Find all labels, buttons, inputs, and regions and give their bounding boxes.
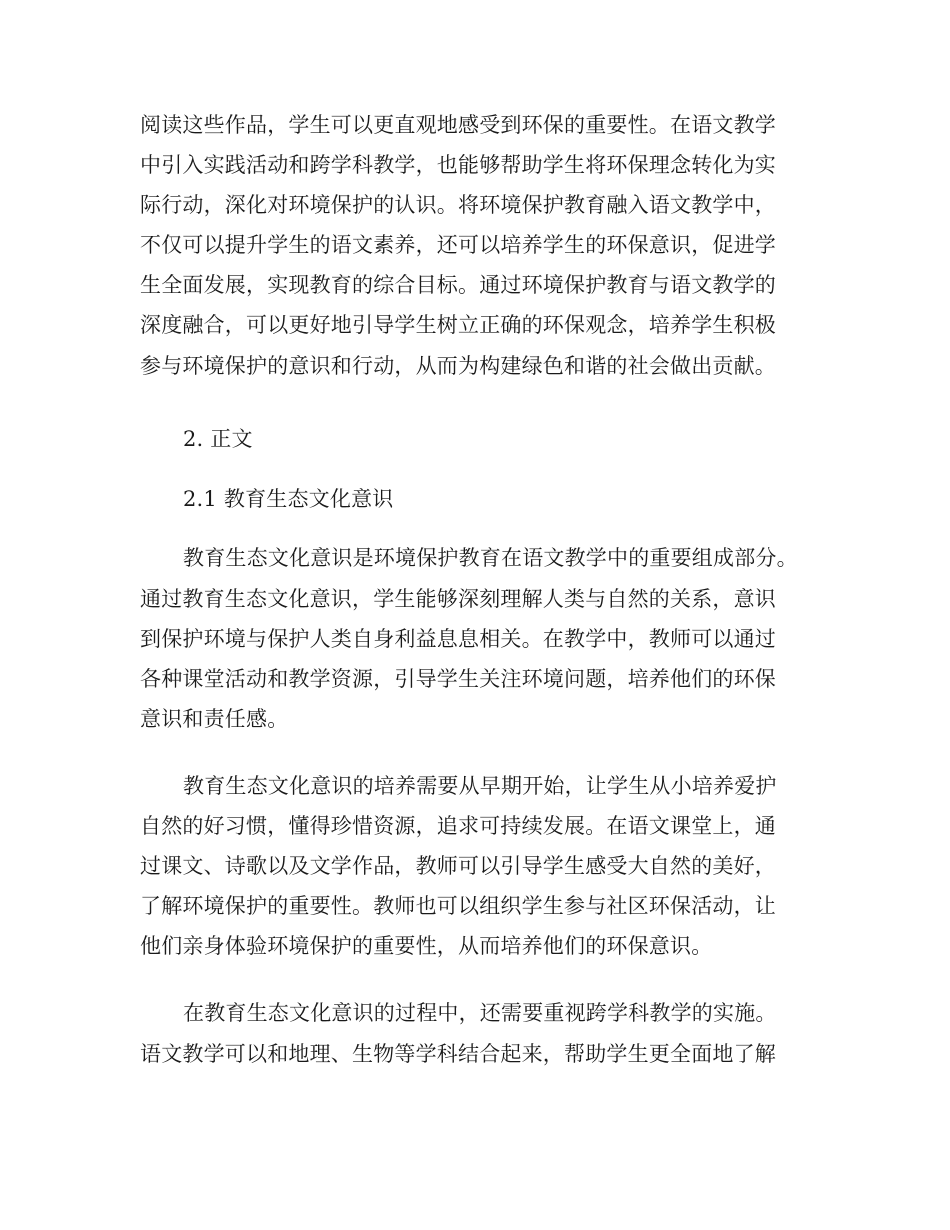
section-heading: 2. 正文 [183,427,253,451]
text-line: 中引入实践活动和跨学科教学，也能够帮助学生将环保理念转化为实 [140,153,776,177]
text-line: 参与环境保护的意识和行动，从而为构建绿色和谐的社会做出贡献。 [140,354,776,378]
text-line: 在教育生态文化意识的过程中，还需要重视跨学科教学的实施。 [183,1001,777,1025]
text-line: 教育生态文化意识的培养需要从早期开始，让学生从小培养爱护 [183,774,777,798]
text-line: 不仅可以提升学生的语文素养，还可以培养学生的环保意识，促进学 [140,233,776,257]
text-line: 意识和责任感。 [140,707,289,731]
text-line: 了解环境保护的重要性。教师也可以组织学生参与社区环保活动，让 [140,894,776,918]
text-line: 他们亲身体验环境保护的重要性，从而培养他们的环保意识。 [140,934,713,958]
text-line: 语文教学可以和地理、生物等学科结合起来，帮助学生更全面地了解 [140,1042,776,1066]
text-line: 际行动，深化对环境保护的认识。将环境保护教育融入语文教学中， [140,193,776,217]
text-line: 生全面发展，实现教育的综合目标。通过环境保护教育与语文教学的 [140,273,776,297]
text-line: 通过教育生态文化意识，学生能够深刻理解人类与自然的关系，意识 [140,587,776,611]
subsection-heading: 2.1 教育生态文化意识 [183,487,394,511]
text-line: 教育生态文化意识是环境保护教育在语文教学中的重要组成部分。 [183,546,798,570]
text-line: 到保护环境与保护人类自身利益息息相关。在教学中，教师可以通过 [140,627,776,651]
text-line: 各种课堂活动和教学资源，引导学生关注环境问题，培养他们的环保 [140,667,776,691]
text-line: 阅读这些作品，学生可以更直观地感受到环保的重要性。在语文教学 [140,113,776,137]
text-line: 自然的好习惯，懂得珍惜资源，追求可持续发展。在语文课堂上，通 [140,814,776,838]
text-line: 深度融合，可以更好地引导学生树立正确的环保观念，培养学生积极 [140,313,776,337]
text-line: 过课文、诗歌以及文学作品，教师可以引导学生感受大自然的美好， [140,854,776,878]
